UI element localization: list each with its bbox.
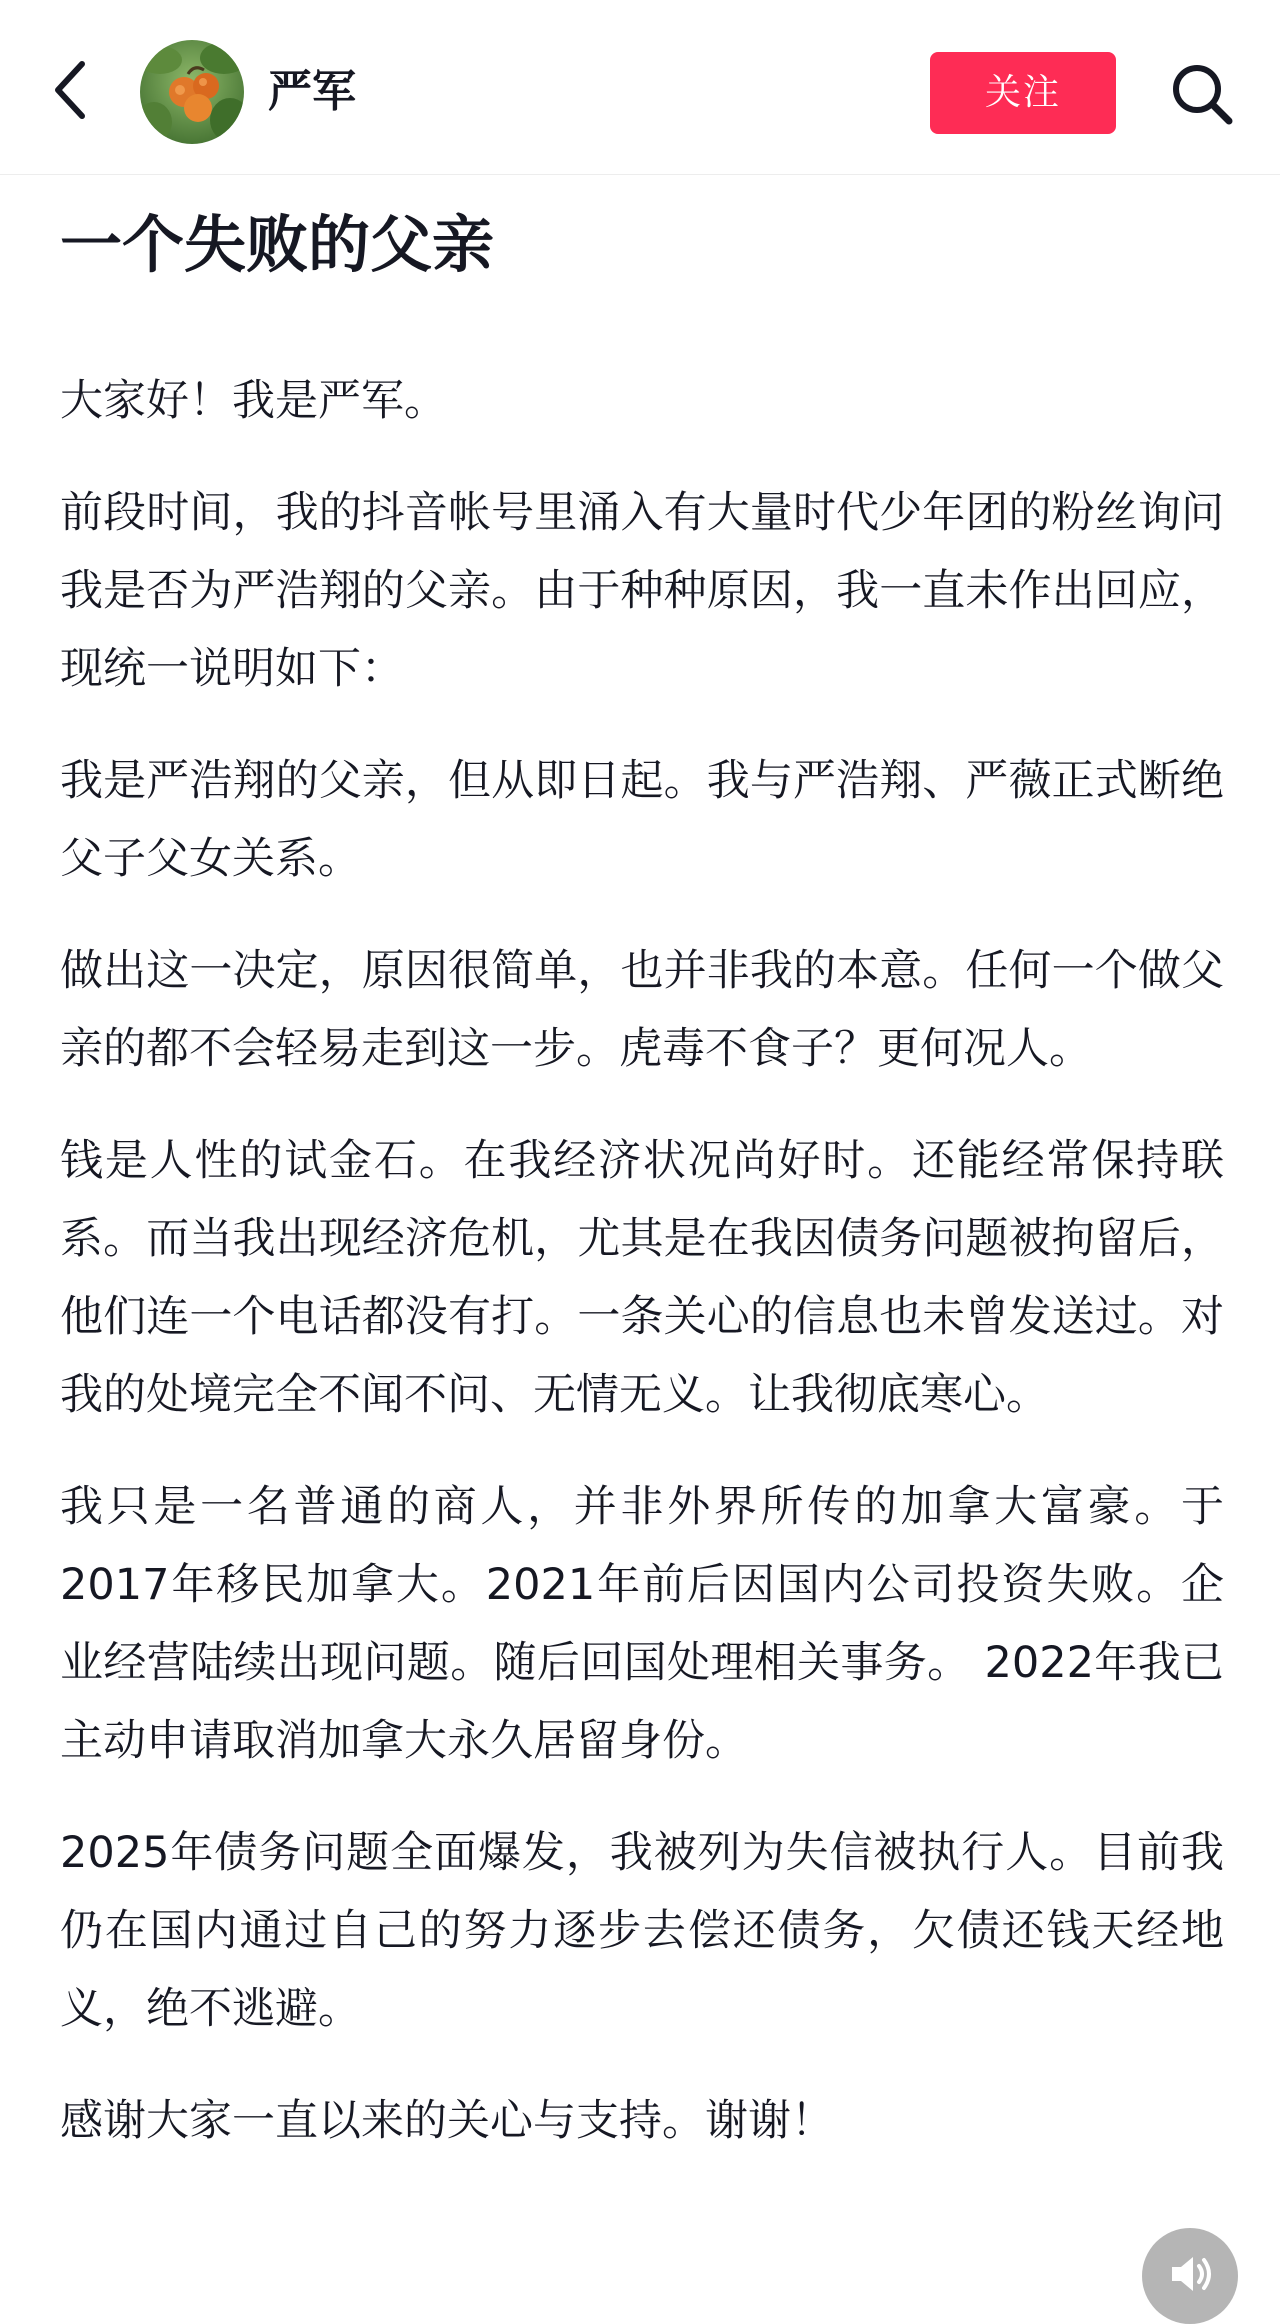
article-paragraph: 钱是人性的试金石。在我经济状况尚好时。还能经常保持联系。而当我出现经济危机，尤其是在我因债务问题被拘留后，他们连一个电话都没有打。一条关心的信息也未曾发送过。对我的处境完全不闻不问、无情无义。让我彻底寒心。 bbox=[60, 1136, 1224, 1420]
article-paragraph: 我只是一名普通的商人，并非外界所传的加拿大富豪。于2017年移民加拿大。2021年前后因国内公司投资失败。企业经营陆续出现问题。随后回国处理相关事务。 2022年我已主动申请取消加拿大永久居留身份。 bbox=[60, 1482, 1224, 1766]
follow-button[interactable]: 关注 bbox=[930, 52, 1116, 134]
article-body bbox=[60, 200, 1224, 2194]
article-paragraph: 感谢大家一直以来的关心与支持。谢谢！ bbox=[60, 2096, 834, 2146]
search-icon bbox=[1169, 61, 1235, 131]
back-button[interactable] bbox=[40, 52, 100, 132]
chevron-left-icon bbox=[50, 58, 90, 126]
avatar[interactable] bbox=[140, 40, 244, 144]
speaker-icon bbox=[1164, 2248, 1216, 2304]
article-paragraph: 2025年债务问题全面爆发，我被列为失信被执行人。目前我仍在国内通过自己的努力逐步去偿还债务，欠债还钱天经地义，绝不逃避。 bbox=[60, 1828, 1224, 2034]
article-paragraph: 前段时间，我的抖音帐号里涌入有大量时代少年团的粉丝询问我是否为严浩翔的父亲。由于种种原因，我一直未作出回应，现统一说明如下： bbox=[60, 488, 1224, 694]
author-name[interactable]: 严军 bbox=[268, 66, 356, 117]
top-navigation-bar bbox=[0, 0, 1280, 175]
article-paragraph: 做出这一决定，原因很简单，也并非我的本意。任何一个做父亲的都不会轻易走到这一步。虎毒不食子？更何况人。 bbox=[60, 946, 1224, 1074]
article-title: 一个失败的父亲 bbox=[60, 208, 495, 281]
sound-toggle-button[interactable] bbox=[1142, 2228, 1238, 2324]
search-button[interactable] bbox=[1164, 58, 1240, 134]
article-paragraph: 大家好！我是严军。 bbox=[60, 376, 447, 426]
article-paragraph: 我是严浩翔的父亲，但从即日起。我与严浩翔、严薇正式断绝父子父女关系。 bbox=[60, 756, 1224, 884]
